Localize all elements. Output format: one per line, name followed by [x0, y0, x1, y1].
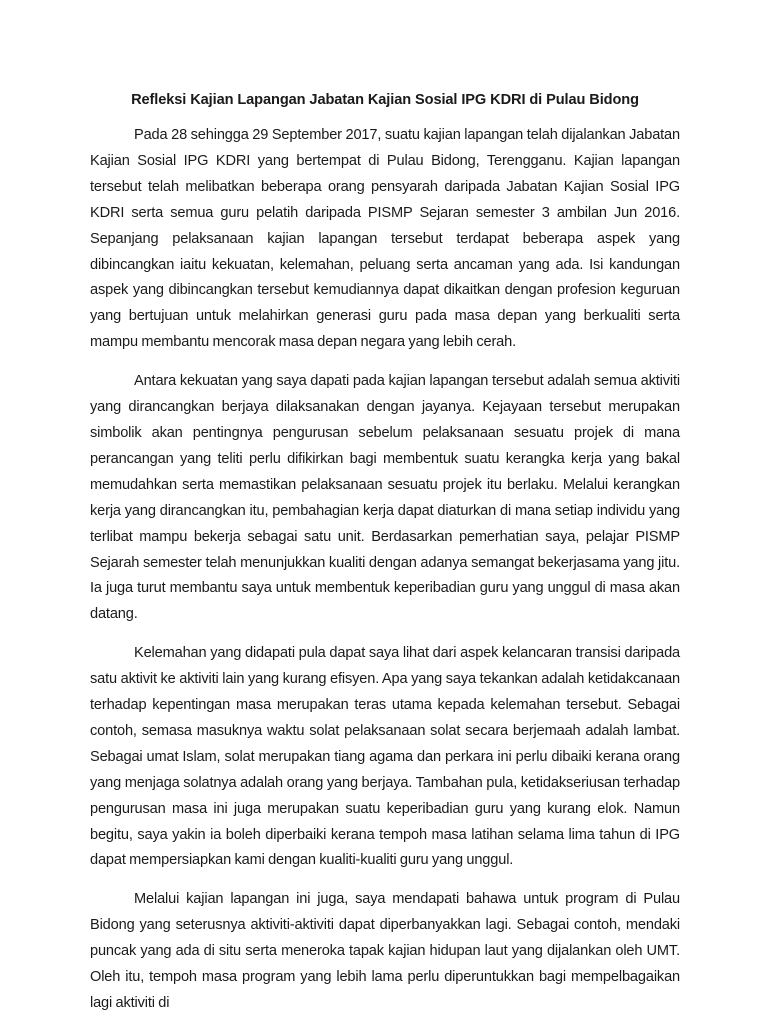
paragraph-1: Pada 28 sehingga 29 September 2017, suatu kajian lapangan telah dijalankan Jabatan Kajian Sosial IPG KDRI yang bertempat di Pulau Bidong, Terengganu. Kajian lapangan tersebut telah melibatkan beberapa orang pensyarah daripada Jabatan Kajian Sosial IPG KDRI serta semua guru pelatih daripada PISMP Sejaran semester 3 ambilan Jun 2016. Sepanjang pelaksanaan kajian lapangan tersebut terdapat beberapa aspek yang dibincangkan iaitu kekuatan, kelemahan, peluang serta ancaman yang ada. Isi kandungan aspek yang dibincangkan tersebut kemudiannya dapat dikaitkan dengan profesion keguruan yang bertujuan untuk melahirkan generasi guru pada masa depan yang berkualiti serta mampu membantu mencorak masa depan negara yang lebih cerah.	[90, 127, 680, 351]
paragraph-3: Kelemahan yang didapati pula dapat saya lihat dari aspek kelancaran transisi daripada satu aktivit ke aktiviti lain yang kurang efisyen. Apa yang saya tekankan adalah ketidakcanaan terhadap kepentingan masa merupakan teras utama kepada kelemahan tersebut. Sebagai contoh, semasa masuknya waktu solat pelaksanaan solat secara berjemaah adalah lambat. Sebagai umat Islam, solat merupakan tiang agama dan perkara ini perlu dibaiki kerana orang yang menjaga solatnya adalah orang yang berjaya. Tambahan pula, ketidakseriusan terhadap pengurusan masa ini juga merupakan suatu keperibadian guru yang kurang elok. Namun begitu, saya yakin ia boleh diperbaiki kerana tempoh masa latihan selama lima tahun di IPG dapat mempersiapkan kami dengan kualiti-kualiti guru yang unggul.	[90, 645, 680, 869]
document-body	[90, 123, 680, 1030]
paragraph-2: Antara kekuatan yang saya dapati pada kajian lapangan tersebut adalah semua aktiviti yang dirancangkan berjaya dilaksanakan dengan jayanya. Kejayaan tersebut merupakan simbolik akan pentingnya pengurusan sebelum pelaksanaan sesuatu projek di mana perancangan yang teliti perlu difikirkan bagi membentuk suatu kerangka kerja yang bakal memudahkan serta memastikan pelaksanaan sesuatu projek itu berlaku. Melalui kerangkan kerja yang dirancangkan itu, pembahagian kerja dapat diaturkan di mana setiap individu yang terlibat mampu bekerja sebagai satu unit. Berdasarkan pemerhatian saya, pelajar PISMP Sejarah semester telah menunjukkan kualiti dengan adanya semangat bekerjasama yang jitu. Ia juga turut membantu saya untuk membentuk keperibadian guru yang unggul di masa akan datang.	[90, 373, 680, 623]
document-title: Refleksi Kajian Lapangan Jabatan Kajian Sosial IPG KDRI di Pulau Bidong	[131, 92, 639, 108]
paragraph-4: Melalui kajian lapangan ini juga, saya mendapati bahawa untuk program di Pulau Bidong yang seterusnya aktiviti-aktiviti dapat diperbanyakkan lagi. Sebagai contoh, mendaki puncak yang ada di situ serta meneroka tapak kajian hidupan laut yang dijalankan oleh UMT. Oleh itu, tempoh masa program yang lebih lama perlu diperuntukkan bagi mempelbagaikan lagi aktiviti di	[90, 891, 680, 1011]
